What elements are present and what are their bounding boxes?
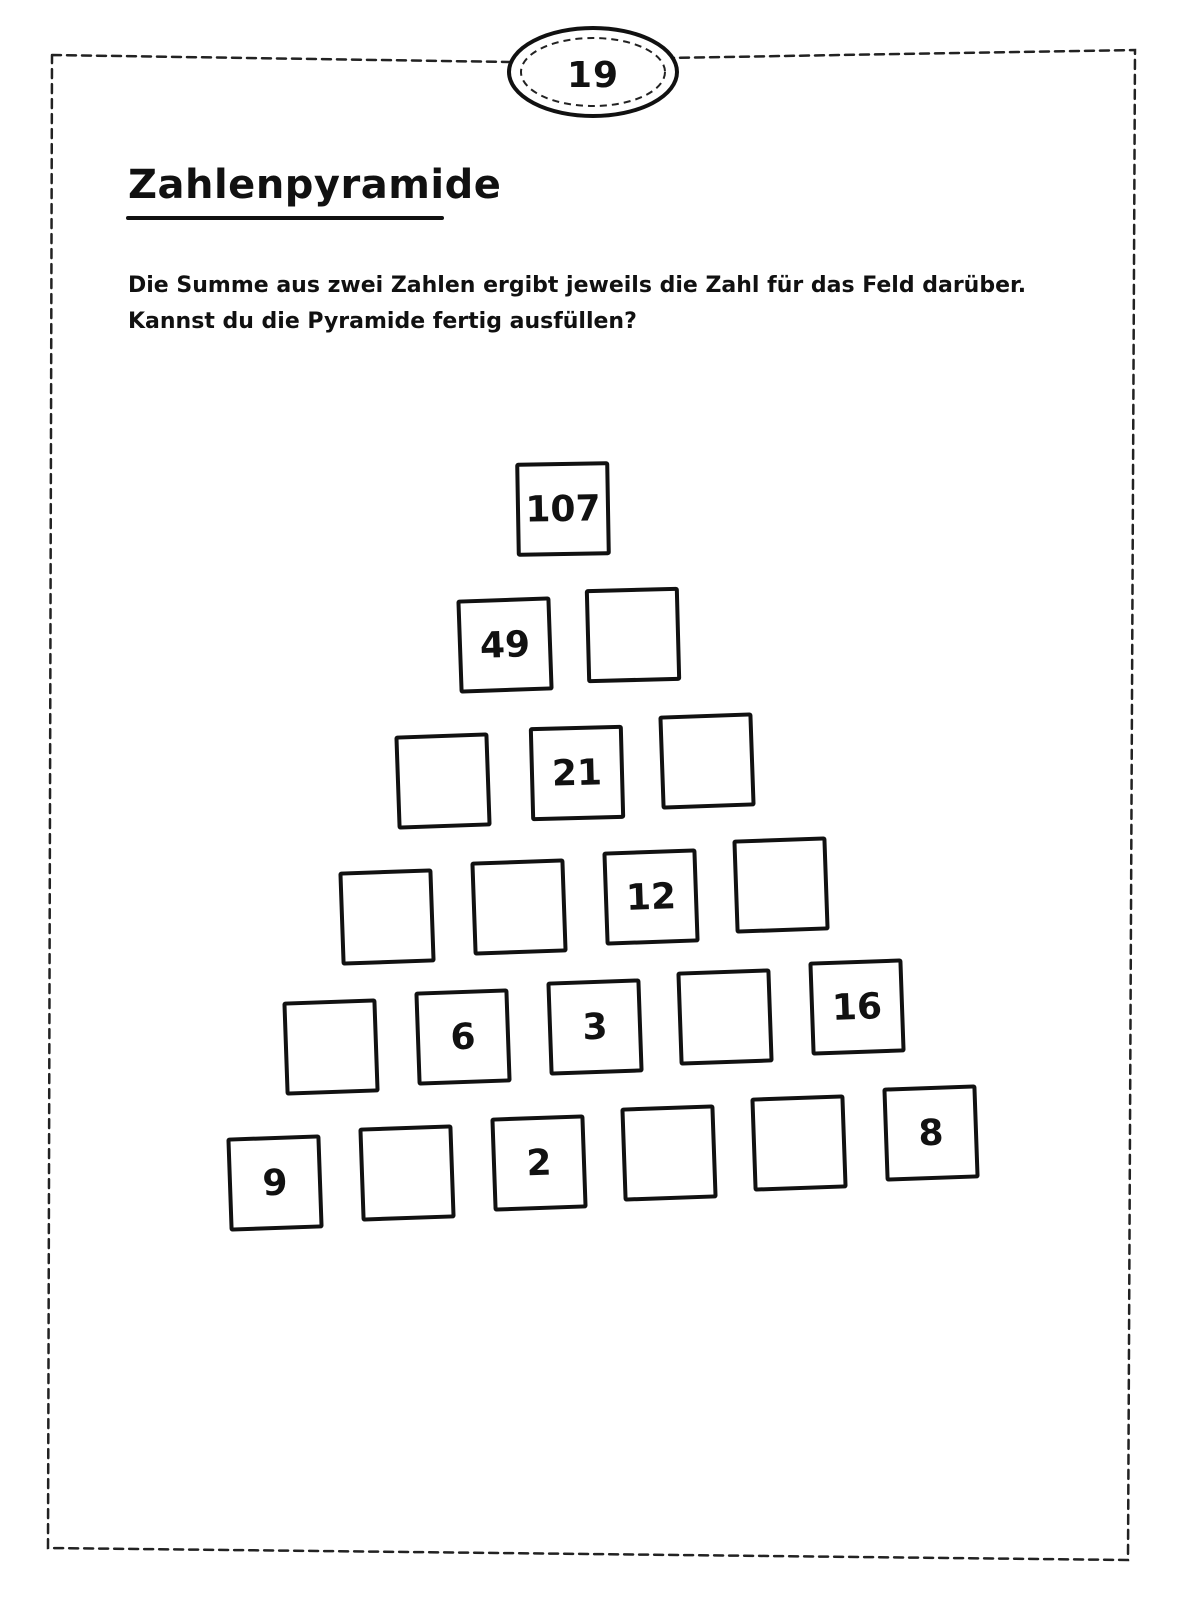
pyramid-cell[interactable]: [470, 858, 567, 955]
pyramid-cell[interactable]: 3: [546, 978, 643, 1075]
pyramid-cell[interactable]: [732, 836, 829, 933]
pyramid-cell[interactable]: 9: [226, 1134, 323, 1231]
pyramid-cell[interactable]: [658, 712, 755, 809]
pyramid-cell[interactable]: [282, 998, 379, 1095]
title-underline: [126, 216, 444, 220]
pyramid-cell[interactable]: [620, 1104, 717, 1201]
page-number: 19: [566, 54, 620, 96]
pyramid-cell[interactable]: 16: [808, 958, 905, 1055]
pyramid-cell[interactable]: [750, 1094, 847, 1191]
pyramid-cell[interactable]: 6: [414, 988, 511, 1085]
pyramid-cell[interactable]: [358, 1124, 455, 1221]
pyramid-cell[interactable]: 49: [456, 596, 553, 693]
pyramid-cell[interactable]: 12: [602, 848, 699, 945]
instruction-line: Kannst du die Pyramide fertig ausfüllen?: [128, 309, 637, 334]
pyramid-cell[interactable]: [676, 968, 773, 1065]
pyramid-cell[interactable]: [394, 732, 491, 829]
page-title: Zahlenpyramide: [128, 162, 502, 208]
instruction-line: Die Summe aus zwei Zahlen ergibt jeweils die Zahl für das Feld darüber.: [128, 273, 1027, 298]
pyramid-cell[interactable]: 8: [882, 1084, 979, 1181]
pyramid-cell[interactable]: 21: [529, 725, 625, 821]
pyramid-cell[interactable]: [585, 587, 681, 683]
pyramid-cell[interactable]: 107: [515, 461, 611, 557]
pyramid-cell[interactable]: 2: [490, 1114, 587, 1211]
pyramid-cell[interactable]: [338, 868, 435, 965]
instructions: [128, 268, 1088, 340]
